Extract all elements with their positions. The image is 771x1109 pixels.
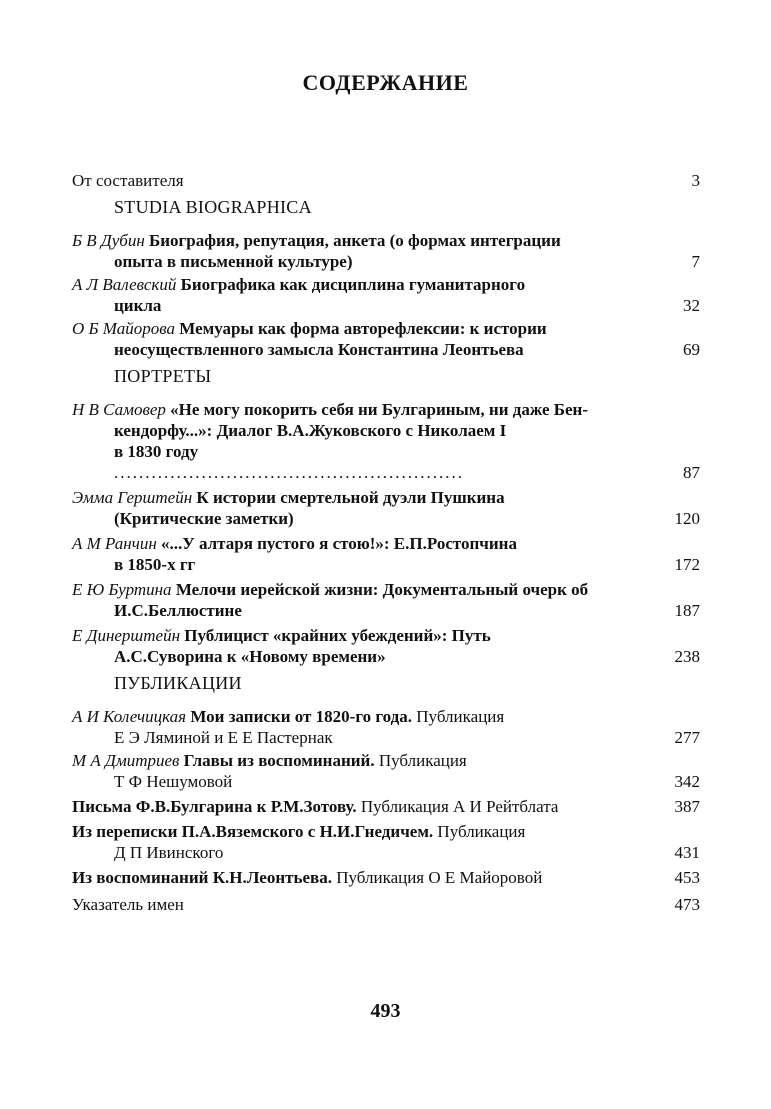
entry-title-continued: в 1850-х гг — [114, 555, 196, 574]
entry-page: 172 — [674, 555, 700, 574]
entry-page: 431 — [674, 843, 700, 862]
toc-entry — [72, 274, 700, 316]
section-heading: STUDIA BIOGRAPHICA — [114, 197, 312, 217]
entry-page: 7 — [691, 252, 700, 271]
entry-author: Б В Дубин — [72, 231, 145, 250]
entry-title-continued: опыта в письменной культуре) — [114, 252, 353, 271]
entry-title: «Не могу покорить себя ни Булгариным, ни даже Бен- — [170, 400, 588, 419]
entry-title: Письма Ф.В.Булгарина к Р.М.Зотову. — [72, 797, 357, 816]
entry-title: Публицист «крайних убеждений»: Путь — [184, 626, 491, 645]
toc-entry-introduction — [72, 170, 700, 191]
entry-title: Мелочи иерейской жизни: Документальный очерк об — [175, 580, 589, 599]
entry-page: 453 — [674, 868, 700, 887]
entry-title: Главы из воспоминаний. — [183, 751, 375, 770]
entry-publication-continued: Т Ф Нешумовой — [114, 772, 233, 791]
entry-title-continued: кендорфу...»: Диалог В.А.Жуковского с Николаем I — [114, 421, 507, 440]
entry-page: 87 — [683, 463, 700, 482]
entry-title: Биографика как дисциплина гуманитарного — [180, 275, 526, 294]
entry-title-continued: (Критические заметки) — [114, 509, 294, 528]
toc-entry — [72, 230, 700, 272]
toc-entry — [72, 706, 700, 748]
entry-publication-continued: Е Э Ляминой и Е Е Пастернак — [114, 728, 333, 747]
entry-author: Н В Самовер — [72, 400, 166, 419]
entry-title-continued: А.С.Суворина к «Новому времени» — [114, 647, 386, 666]
toc-entry — [72, 487, 700, 529]
entry-page: 69 — [683, 340, 700, 359]
entry-title: От составителя — [72, 171, 184, 190]
entry-title: Биография, репутация, анкета (о формах интеграции — [149, 231, 561, 250]
entry-publication: Публикация — [437, 822, 526, 841]
entry-author: Эмма Герштейн — [72, 488, 193, 507]
entry-title: Из переписки П.А.Вяземского с Н.И.Гнедичем. — [72, 822, 434, 841]
table-of-contents — [72, 170, 700, 915]
entry-title: Мемуары как форма авторефлексии: к истории — [179, 319, 547, 338]
entry-author: А Л Валевский — [72, 275, 177, 294]
entry-page: 120 — [674, 509, 700, 528]
entry-title: Мои записки от 1820-го года. — [190, 707, 413, 726]
toc-entry — [72, 579, 700, 621]
section-heading: ПОРТРЕТЫ — [114, 366, 212, 386]
entry-title-continued: неосуществленного замысла Константина Леонтьева — [114, 340, 524, 359]
entry-page: 473 — [674, 895, 700, 914]
entry-author: Е Ю Буртина — [72, 580, 172, 599]
entry-author: Е Динерштейн — [72, 626, 181, 645]
entry-page: 277 — [674, 728, 700, 747]
entry-title: Указатель имен — [72, 895, 184, 914]
toc-entry — [72, 399, 700, 483]
entry-page: 3 — [691, 171, 700, 190]
entry-author: О Б Майорова — [72, 319, 175, 338]
entry-publication-continued: Д П Ивинского — [114, 843, 224, 862]
entry-title-continued: И.С.Беллюстине — [114, 601, 242, 620]
entry-publication: Публикация О Е Майоровой — [336, 868, 543, 887]
entry-page: 238 — [674, 647, 700, 666]
entry-author: М А Дмитриев — [72, 751, 180, 770]
toc-entry — [72, 750, 700, 792]
toc-entry — [72, 625, 700, 667]
entry-title: «...У алтаря пустого я стою!»: Е.П.Ростопчина — [161, 534, 517, 553]
entry-title-continued: в 1830 году........................................................ — [72, 441, 654, 483]
entry-title-continued: цикла — [114, 296, 162, 315]
section-heading: ПУБЛИКАЦИИ — [114, 673, 242, 693]
toc-entry-index — [72, 894, 700, 915]
page-title: СОДЕРЖАНИЕ — [302, 70, 469, 95]
toc-entry — [72, 796, 700, 817]
entry-publication: Публикация — [416, 707, 505, 726]
entry-author: А М Ранчин — [72, 534, 157, 553]
leader-dots: ........................................................ — [114, 463, 464, 482]
page-number: 493 — [370, 1000, 401, 1022]
entry-publication: Публикация — [378, 751, 467, 770]
entry-publication: Публикация А И Рейтблата — [360, 797, 559, 816]
toc-entry — [72, 867, 700, 888]
entry-title: К истории смертельной дуэли Пушкина — [196, 488, 505, 507]
entry-author: А И Колечицкая — [72, 707, 187, 726]
entry-page: 342 — [674, 772, 700, 791]
entry-page: 187 — [674, 601, 700, 620]
entry-page: 32 — [683, 296, 700, 315]
entry-page: 387 — [674, 797, 700, 816]
entry-title: Из воспоминаний К.Н.Леонтьева. — [72, 868, 332, 887]
toc-entry — [72, 318, 700, 360]
toc-entry — [72, 821, 700, 863]
toc-entry — [72, 533, 700, 575]
